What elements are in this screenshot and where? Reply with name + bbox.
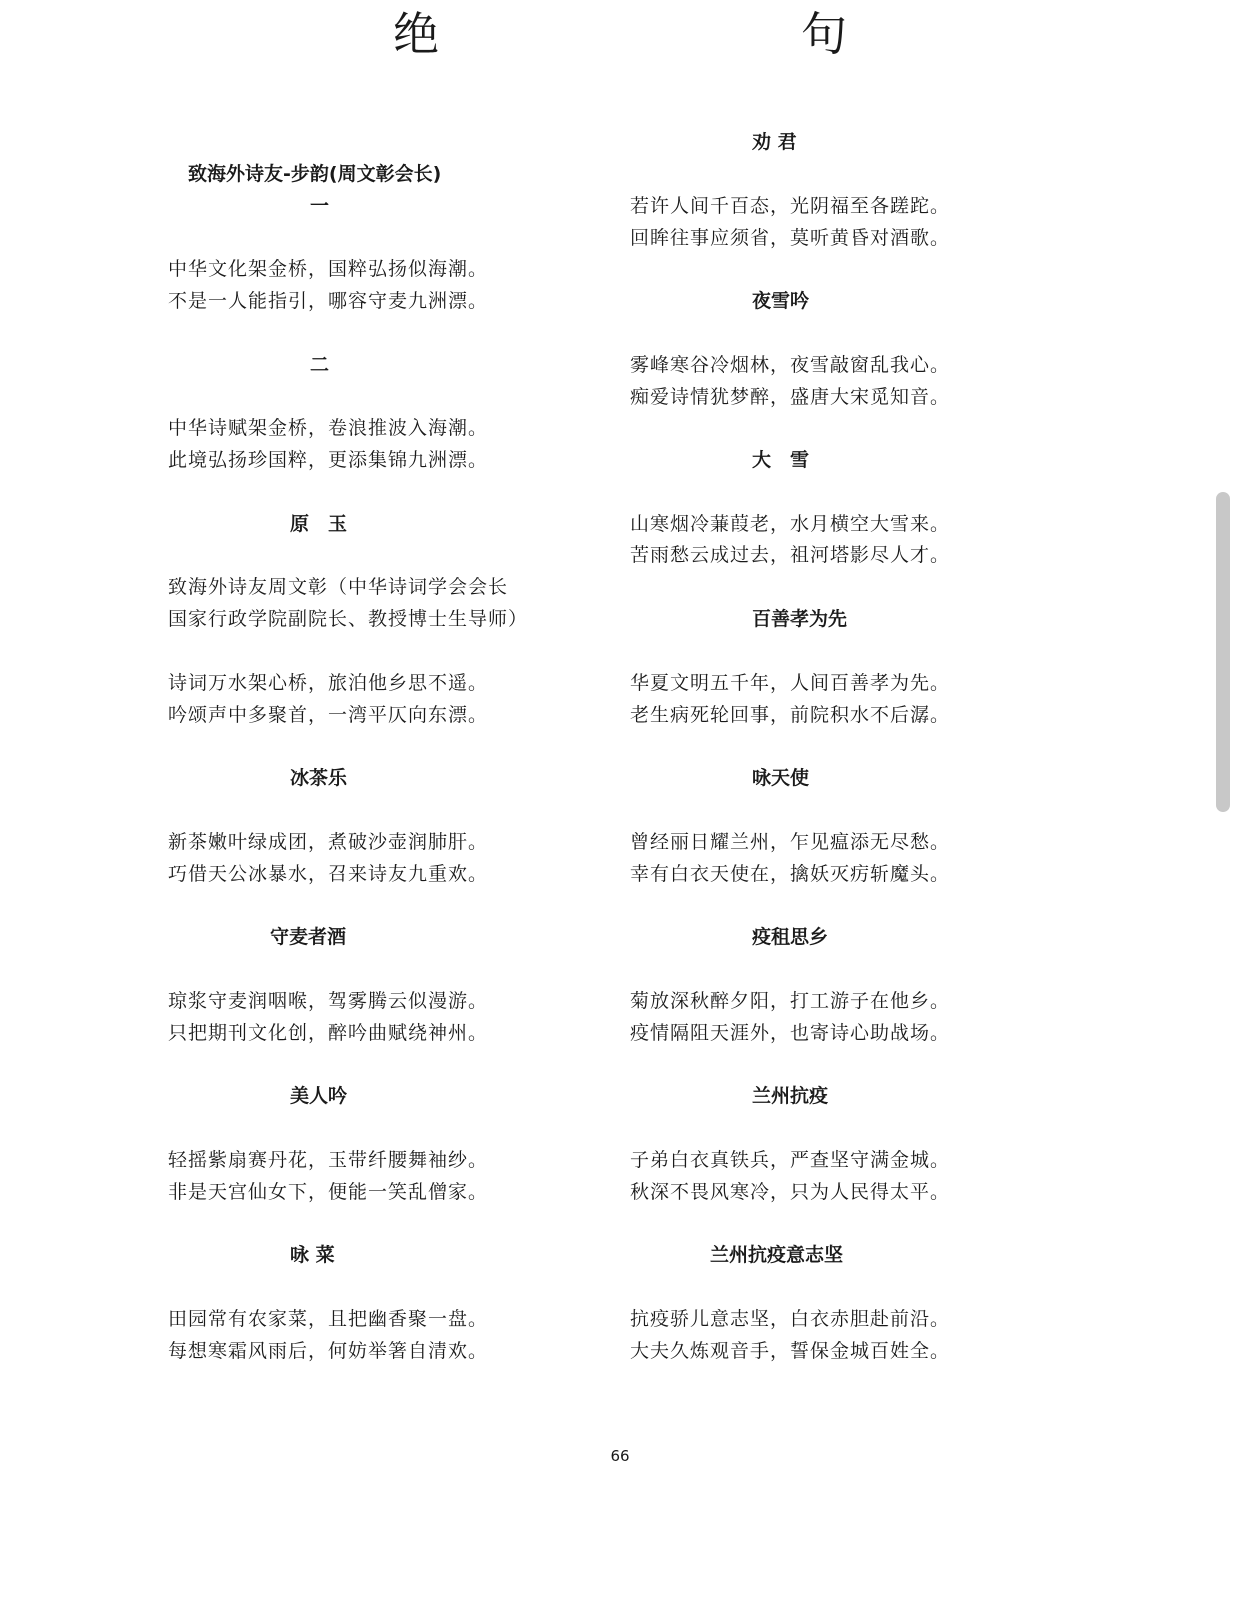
poem-line: 若许人间千百态，光阴福至各蹉跎。 — [630, 195, 951, 217]
poem-line: 疫情隔阻天涯外，也寄诗心助战场。 — [630, 1022, 951, 1044]
poem-line: 曾经丽日耀兰州，乍见瘟添无尽愁。 — [630, 831, 951, 853]
section-number: 一 — [310, 195, 330, 217]
poem-subtitle: 致海外诗友周文彰（中华诗词学会会长 — [168, 576, 509, 598]
poem-title: 美人吟 — [290, 1085, 348, 1107]
poem-line: 秋深不畏风寒冷，只为人民得太平。 — [630, 1181, 951, 1203]
poem-line: 巧借天公冰暴水，召来诗友九重欢。 — [168, 863, 489, 885]
poem-title: 致海外诗友-步韵(周文彰会长) — [188, 163, 442, 185]
scrollbar-thumb[interactable] — [1216, 492, 1230, 812]
poem-title: 冰茶乐 — [290, 767, 348, 789]
poem-line: 非是天宫仙女下，便能一笑乱僧家。 — [168, 1181, 489, 1203]
poem-title: 百善孝为先 — [752, 608, 848, 630]
poem-line: 幸有白衣天使在，擒妖灭疠斩魔头。 — [630, 863, 951, 885]
poem-line: 只把期刊文化创，醉吟曲赋绕神州。 — [168, 1022, 489, 1044]
poem-line: 雾峰寒谷冷烟林，夜雪敲窗乱我心。 — [630, 354, 951, 376]
poem-line: 每想寒霜风雨后，何妨举箸自清欢。 — [168, 1340, 489, 1362]
poem-line: 华夏文明五千年，人间百善孝为先。 — [630, 672, 951, 694]
poem-line: 不是一人能指引，哪容守麦九洲漂。 — [168, 290, 489, 312]
poem-line: 中华文化架金桥，国粹弘扬似海潮。 — [168, 258, 489, 280]
poem-line: 子弟白衣真铁兵，严查坚守满金城。 — [630, 1149, 951, 1171]
poem-line: 琼浆守麦润咽喉，驾雾腾云似漫游。 — [168, 990, 489, 1012]
section-number: 二 — [310, 354, 330, 376]
poem-line: 老生病死轮回事，前院积水不后潺。 — [630, 704, 951, 726]
poem-line: 菊放深秋醉夕阳，打工游子在他乡。 — [630, 990, 951, 1012]
poem-title: 夜雪吟 — [752, 290, 810, 312]
poem-line: 大夫久炼观音手，誓保金城百姓全。 — [630, 1340, 951, 1362]
poem-line: 吟颂声中多聚首，一湾平仄向东漂。 — [168, 704, 489, 726]
poem-title: 大 雪 — [752, 449, 810, 471]
poem-line: 回眸往事应须省，莫听黄昏对酒歌。 — [630, 227, 951, 249]
poem-line: 抗疫骄儿意志坚，白衣赤胆赴前沿。 — [630, 1308, 951, 1330]
poem-line: 苦雨愁云成过去，祖河塔影尽人才。 — [630, 544, 951, 566]
poem-title: 劝 君 — [752, 131, 797, 153]
poem-title: 兰州抗疫意志坚 — [710, 1244, 844, 1266]
poem-line: 诗词万水架心桥，旅泊他乡思不遥。 — [168, 672, 489, 694]
poem-title: 疫租思乡 — [752, 926, 829, 948]
poem-title: 原 玉 — [290, 513, 348, 535]
page-title: 绝 句 — [393, 7, 937, 61]
poem-line: 轻摇紫扇赛丹花，玉带纤腰舞袖纱。 — [168, 1149, 489, 1171]
page-number: 66 — [610, 1447, 630, 1465]
poem-line: 此境弘扬珍国粹，更添集锦九洲漂。 — [168, 449, 489, 471]
poem-title: 咏天使 — [752, 767, 810, 789]
poem-subtitle: 国家行政学院副院长、教授博士生导师） — [168, 608, 529, 630]
poem-line: 痴爱诗情犹梦醉，盛唐大宋觅知音。 — [630, 386, 951, 408]
poem-title: 守麦者酒 — [270, 926, 347, 948]
poem-line: 山寒烟冷蒹葭老，水月横空大雪来。 — [630, 513, 951, 535]
poem-line: 新茶嫩叶绿成团，煮破沙壶润肺肝。 — [168, 831, 489, 853]
poem-title: 兰州抗疫 — [752, 1085, 829, 1107]
poem-line: 中华诗赋架金桥，卷浪推波入海潮。 — [168, 417, 489, 439]
poem-title: 咏 菜 — [290, 1244, 335, 1266]
vertical-scrollbar[interactable] — [1216, 470, 1230, 840]
poem-line: 田园常有农家菜，且把幽香聚一盘。 — [168, 1308, 489, 1330]
